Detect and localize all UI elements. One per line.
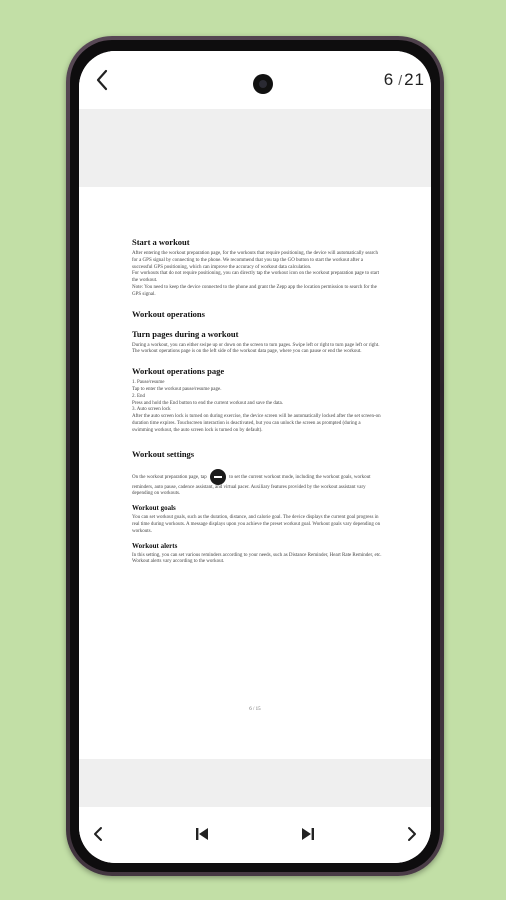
- next-page-button[interactable]: [399, 821, 425, 847]
- section-title-operations: Workout operations: [132, 308, 205, 319]
- list-item-desc: Press and hold the End button to end the current workout and save the data.: [132, 400, 283, 406]
- settings-text-post: to set the current workout mode, including the workout goals, workout reminders, auto pause, cadence assistant, and virtual pacer. Auxiliary features provided by the workout assistant vary depending on workouts.: [132, 474, 371, 497]
- list-item: 2. End: [132, 393, 146, 399]
- first-page-button[interactable]: [189, 821, 215, 847]
- subsection-title-turn-pages: Turn pages during a workout: [132, 328, 239, 339]
- page-counter: [384, 70, 425, 90]
- skip-to-end-icon: [301, 827, 315, 841]
- paragraph: In this setting, you can set various reminders according to your needs, such as Distance Reminder, Heart Rate Reminder, etc. Workout alerts vary according to the workout.: [132, 552, 382, 565]
- previous-page-button[interactable]: [85, 821, 111, 847]
- chevron-right-icon: [407, 826, 417, 842]
- list-item: 3. Auto screen lock: [132, 407, 171, 413]
- last-page-button[interactable]: [295, 821, 321, 847]
- front-camera: [253, 74, 273, 94]
- screen: [79, 51, 431, 863]
- paragraph-settings: [132, 469, 382, 499]
- total-pages: 21: [404, 70, 425, 89]
- list-item: 1. Pause/resume: [132, 380, 165, 386]
- settings-text-pre: On the workout preparation page, tap: [132, 474, 207, 480]
- page-separator: /: [398, 72, 404, 88]
- chevron-left-icon: [93, 826, 103, 842]
- paragraph-note: Note: You need to keep the device connected to the phone and grant the Zepp app the location permission to search for the GPS signal.: [132, 284, 377, 297]
- paragraph: After entering the workout preparation page, for the workouts that require positioning, the device will automatically search for a GPS signal by connecting to the phone. We recommend that you tap the GO button to start the workout after a successful GPS positioning, which can improve the accuracy of workout data calculation.: [132, 251, 379, 270]
- skip-to-start-icon: [195, 827, 209, 841]
- current-page: 6: [383, 70, 395, 89]
- subsection-title-goals: Workout goals: [132, 504, 176, 513]
- section-title-start-workout: Start a workout: [132, 237, 190, 247]
- document-page[interactable]: [79, 187, 431, 759]
- paragraph: During a workout, you can either swipe up or down on the screen to turn pages. Swipe left or right to turn page left or right. The workout operations page is on the left side of the workout data page, where you can pause or end the workout.: [132, 342, 380, 355]
- subsection-title-alerts: Workout alerts: [132, 541, 178, 550]
- subsection-title-operations-page: Workout operations page: [132, 366, 225, 377]
- phone-frame: [66, 36, 444, 876]
- page-gap-bottom: [79, 759, 431, 807]
- document-content: [132, 237, 382, 566]
- phone-bezel: [70, 40, 440, 872]
- list-item-desc: After the auto screen lock is turned on during exercise, the device screen will be automatically locked after the set screen-on duration time expires. Touchscreen interaction is deactivated, but you can unlock the screen as prompted (during a swimming workout, the auto screen lock is turned on by default).: [132, 414, 381, 433]
- chevron-left-icon: [95, 69, 109, 91]
- page-gap-top: [79, 109, 431, 187]
- bottom-nav-bar: [79, 807, 431, 863]
- more-options-icon: [210, 469, 226, 485]
- list-item-desc: Tap to enter the workout pause/resume page.: [132, 386, 222, 392]
- section-title-settings: Workout settings: [132, 448, 195, 459]
- paragraph: You can set workout goals, such as the duration, distance, and calorie goal. The device displays the current goal progress in real time during workouts. A message displays upon you achieve the preset workout goal. Workout goals vary depending on workouts.: [132, 515, 381, 534]
- back-button[interactable]: [87, 65, 117, 95]
- paragraph: For workouts that do not require positioning, you can directly tap the workout icon on the workout preparation page to start the workout.: [132, 271, 380, 284]
- document-page-number: 6 / 15: [249, 707, 261, 712]
